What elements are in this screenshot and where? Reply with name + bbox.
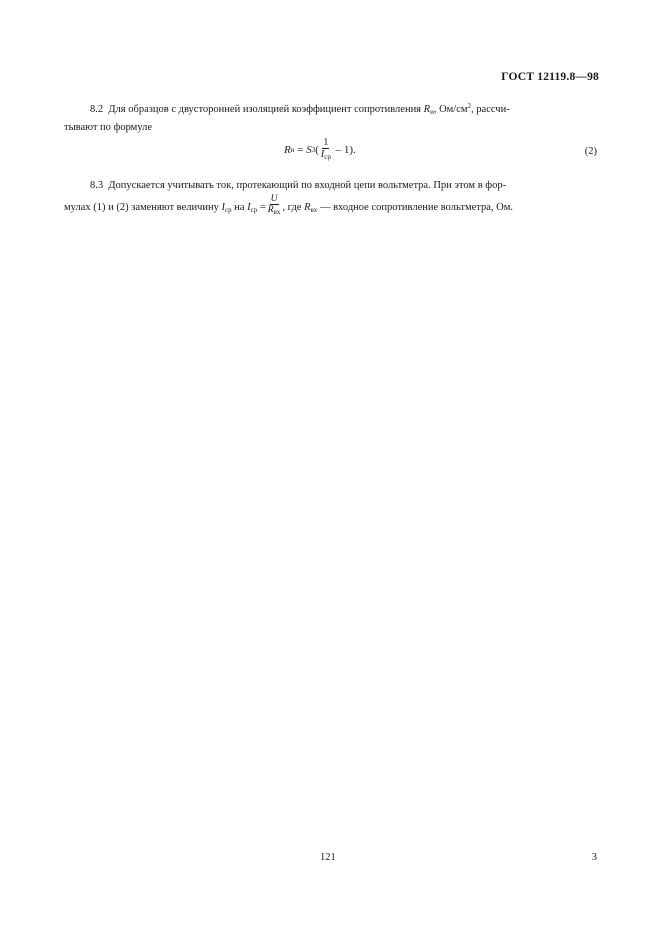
text: Допускается учитывать ток, протекающий по входной цепи вольтметра. При этом в фор- [108, 180, 507, 191]
formula-lhs-sub: и [290, 146, 295, 154]
equals-sign: = [297, 144, 304, 156]
fraction-numerator: 1 [323, 137, 329, 148]
text: мулах (1) и (2) заменяют величину [64, 201, 219, 213]
text: на [234, 201, 245, 213]
text: , где [282, 201, 302, 213]
document-standard-header: ГОСТ 12119.8—98 [501, 71, 599, 83]
fraction-denominator [268, 205, 281, 217]
variable-I: I [221, 201, 225, 213]
variable-R: R [423, 104, 431, 115]
formula-S-sub: 3 [311, 146, 316, 154]
text: , рассчи- [471, 104, 510, 115]
section-8-3 [64, 178, 598, 219]
inline-fraction [268, 194, 281, 217]
subscript: вх [310, 205, 318, 214]
subscript: и [430, 108, 434, 116]
fraction [320, 137, 332, 163]
superscript: 2 [467, 102, 472, 110]
formula-2 [284, 137, 356, 163]
text: Для образцов с двусторонней изоляцией коэффициент сопротивления [108, 104, 422, 115]
subscript: ср [250, 205, 258, 214]
fraction-denominator [320, 149, 332, 163]
page-number-right: 3 [591, 852, 597, 863]
denominator-sub: вх [273, 208, 281, 216]
section-8-3-line1 [64, 178, 598, 194]
section-number: 8.3 [90, 180, 104, 191]
section-8-2-line2: тывают по формуле [64, 122, 153, 133]
formula-lhs-R: R [284, 144, 291, 156]
subscript: ср [224, 205, 232, 214]
text: — входное сопротивление вольтметра, Ом. [319, 201, 514, 213]
section-number: 8.2 [90, 104, 104, 115]
fraction-numerator: U [270, 194, 278, 204]
formula-S: S [306, 144, 312, 156]
equals-sign: = [259, 201, 266, 213]
section-8-2-line1 [64, 98, 598, 120]
equation-number: (2) [584, 146, 597, 157]
page-number-center: 121 [320, 852, 336, 863]
text: , Ом/см [433, 104, 468, 115]
denominator-sub: ср [324, 153, 331, 161]
open-paren: ( [315, 144, 319, 156]
section-8-2 [64, 98, 598, 136]
denominator-I: I [320, 149, 325, 160]
formula-tail: – 1). [332, 144, 356, 156]
variable-I: I [247, 201, 251, 213]
section-8-3-line2 [64, 196, 598, 219]
variable-R: R [304, 201, 311, 213]
denominator-R: R [267, 205, 274, 215]
